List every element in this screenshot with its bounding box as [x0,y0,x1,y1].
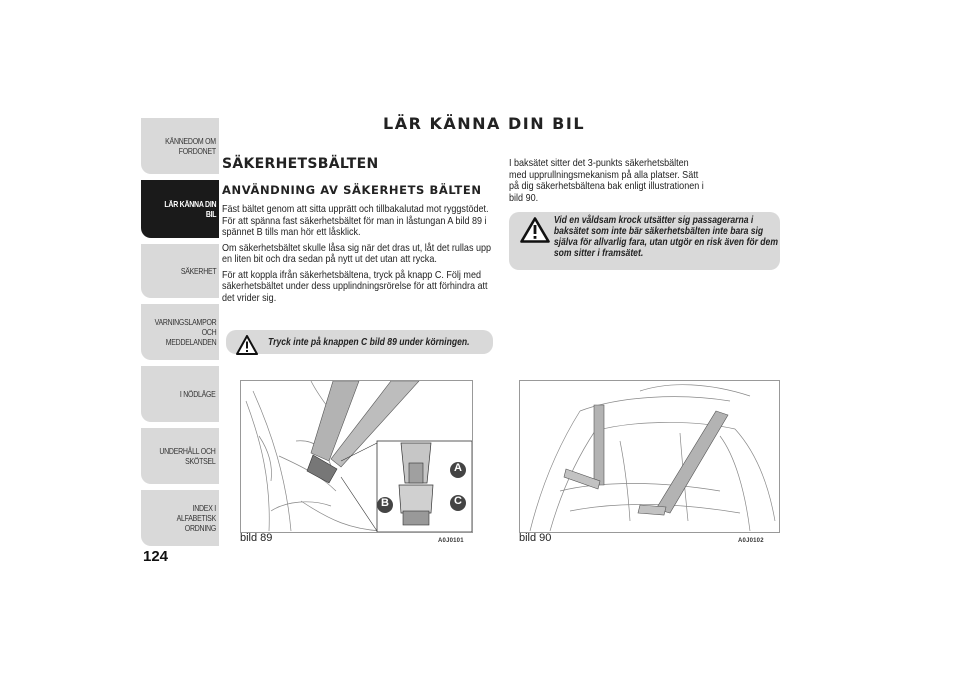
subsection-title: ANVÄNDNING AV SÄKERHETS BÄLTEN [222,183,482,197]
sidebar-tab-underhall[interactable] [141,428,219,484]
page-title: LÄR KÄNNA DIN BIL [383,114,586,133]
tab-label: KÄNNEDOM OM FORDONET [165,136,216,156]
sidebar-tab-lar-kanna[interactable] [141,180,219,238]
paragraph: Fäst bältet genom att sitta upprätt och tillbakalutad mot ryggstödet. För att spänna fast säkerhetsbältet för man in låstungan A bild 89 i spännet B tills man hör ett låsklick. [222,203,489,238]
paragraph: För att koppla ifrån säkerhetsbältena, tryck på knapp C. Följ med säkerhetsbältet under dess upplindningsrörelse för att förhindra att det vrider sig. [222,268,488,304]
warning-text-left: Tryck inte på knappen C bild 89 under körningen. [268,337,470,348]
sidebar-tab-kannedom[interactable] [141,118,219,174]
marker-c-label: C [454,495,462,507]
marker-a-label: A [454,462,462,474]
left-body [222,204,493,308]
warning-text-right [516,215,778,259]
tab-label: VARNINGSLAMPOR OCH MEDDELANDEN [154,317,216,347]
figure-89-caption: bild 89 [240,532,273,544]
section-title: SÄKERHETSBÄLTEN [222,156,379,172]
tab-label: INDEX I ALFABETISK ORDNING [176,503,216,533]
tab-label: I NÖDLÄGE [180,389,216,399]
warning-text-right-content: Vid en våldsam krock utsätter sig passagerarna i baksätet som inte bär säkerhetsbälten inte bara sig själva för allvarlig fara, utan utgör en risk även för dem som sitter i framsätet. [553,215,778,259]
paragraph: Om säkerhetsbältet skulle låsa sig när det dras ut, låt det rullas upp en liten bit och dra sedan på nytt ut det utan att rycka. [222,241,492,265]
warning-triangle-icon [236,335,258,355]
tab-label: UNDERHÅLL OCH SKÖTSEL [159,446,216,466]
tab-label: SÄKERHET [180,266,216,276]
figure-89-drawing [241,381,472,532]
sidebar-tab-index[interactable] [141,490,219,546]
sidebar-tab-nodlage[interactable] [141,366,219,422]
figure-90 [519,380,780,533]
right-body [509,158,707,208]
sidebar-tab-sakerhet[interactable] [141,244,219,298]
figure-90-code: A0J0102 [738,538,764,544]
figure-89 [240,380,473,533]
tab-label: LÄR KÄNNA DIN BIL [164,199,216,219]
figure-90-caption: bild 90 [519,532,552,544]
marker-b-label: B [381,497,389,509]
paragraph: I baksätet sitter det 3-punkts säkerhetsbälten med upprullningsmekanism på alla platser. Sätt på dig säkerhetsbältena bak enligt illustrationen i bild 90. [509,157,704,204]
figure-90-drawing [520,381,779,532]
sidebar-tab-varningslampor[interactable] [141,304,219,360]
page-number: 124 [143,548,169,565]
figure-89-code: A0J0101 [438,538,464,544]
